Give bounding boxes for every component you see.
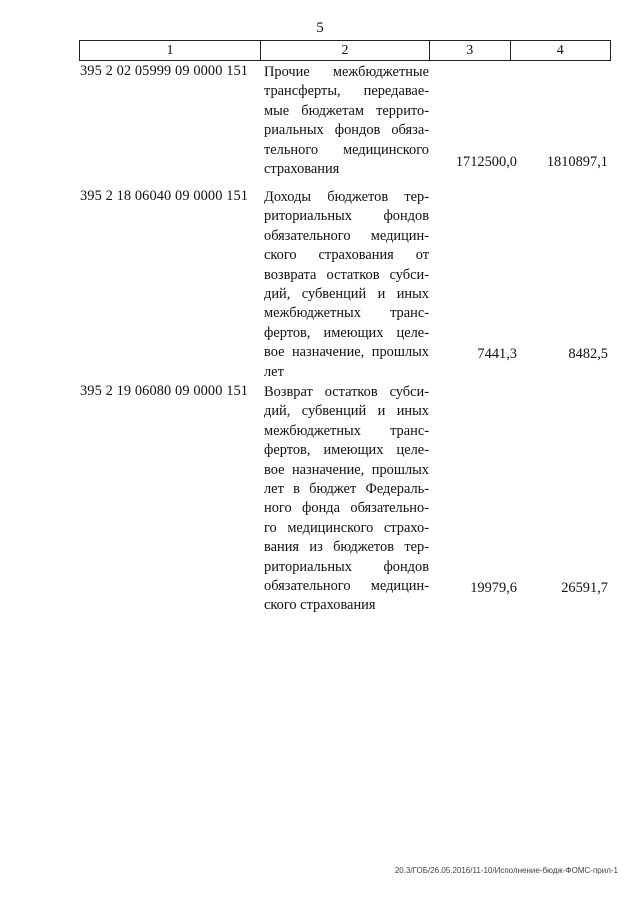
description-line: Прочие межбюджетные [264, 64, 429, 80]
row-description [264, 383, 429, 616]
description-line: вания из бюджетов тер- [264, 539, 429, 556]
description-line: ского страхования от [264, 247, 429, 264]
description-line: дий, субвенций и иных [264, 403, 429, 420]
description-line: вое назначение, прошлых [264, 344, 429, 361]
description-line: фертов, имеющих целе- [264, 442, 429, 459]
table-header [79, 40, 611, 61]
row-value-4: 1810897,1 [546, 154, 608, 170]
description-line: межбюджетных транс- [264, 305, 429, 322]
row-value-3: 19979,6 [470, 580, 517, 596]
description-line: возврата остатков субси- [264, 266, 429, 283]
document-footer: 20.3/ГОБ/26.05.2016/11-10/Исполнение-бюдж-ФОМС-прил-1 [394, 866, 618, 875]
row-value-4: 26591,7 [561, 580, 608, 596]
description-line: обязательного медицин- [264, 227, 429, 244]
description-line: риальных фондов обяза- [264, 122, 429, 139]
description-line: вое назначение, прошлых [264, 461, 429, 478]
description-line: лет в бюджет Федераль- [264, 481, 429, 498]
description-line: дий, субвенций и иных [264, 286, 429, 303]
row-code: 395 2 18 06040 09 0000 151 [80, 188, 249, 204]
table-row [80, 63, 610, 178]
description-line: обязательного медицин- [264, 578, 429, 595]
description-line: го медицинского страхо- [264, 519, 429, 536]
description-line: ского страхования [264, 597, 376, 614]
description-line: тельного медицинского [264, 141, 429, 158]
row-code: 395 2 02 05999 09 0000 151 [80, 63, 249, 79]
header-col-1: 1 [80, 41, 261, 60]
description-line: трансферты, передавае- [264, 83, 429, 100]
description-line: мые бюджетам террито- [264, 102, 429, 119]
table-row [80, 383, 610, 614]
row-description [264, 63, 429, 179]
description-line: фертов, имеющих целе- [264, 324, 429, 341]
page-number: 5 [316, 20, 324, 36]
description-line: межбюджетных транс- [264, 422, 429, 439]
description-line: риториальных фондов [264, 558, 429, 575]
row-code: 395 2 19 06080 09 0000 151 [80, 383, 249, 399]
row-value-3: 7441,3 [477, 346, 517, 362]
description-line: лет [264, 363, 284, 380]
description-line: Доходы бюджетов тер- [264, 189, 429, 205]
description-line: Возврат остатков субси- [264, 384, 429, 400]
table-row [80, 188, 610, 380]
description-line: риториальных фондов [264, 208, 429, 225]
row-description [264, 188, 429, 382]
description-line: страхования [264, 161, 340, 178]
header-col-4: 4 [556, 42, 564, 58]
row-value-4: 8482,5 [568, 346, 608, 362]
row-value-3: 1712500,0 [455, 154, 517, 170]
header-col-2: 2 [261, 41, 430, 60]
header-col-3: 3 [430, 41, 511, 60]
description-line: ного фонда обязательно- [264, 500, 429, 517]
